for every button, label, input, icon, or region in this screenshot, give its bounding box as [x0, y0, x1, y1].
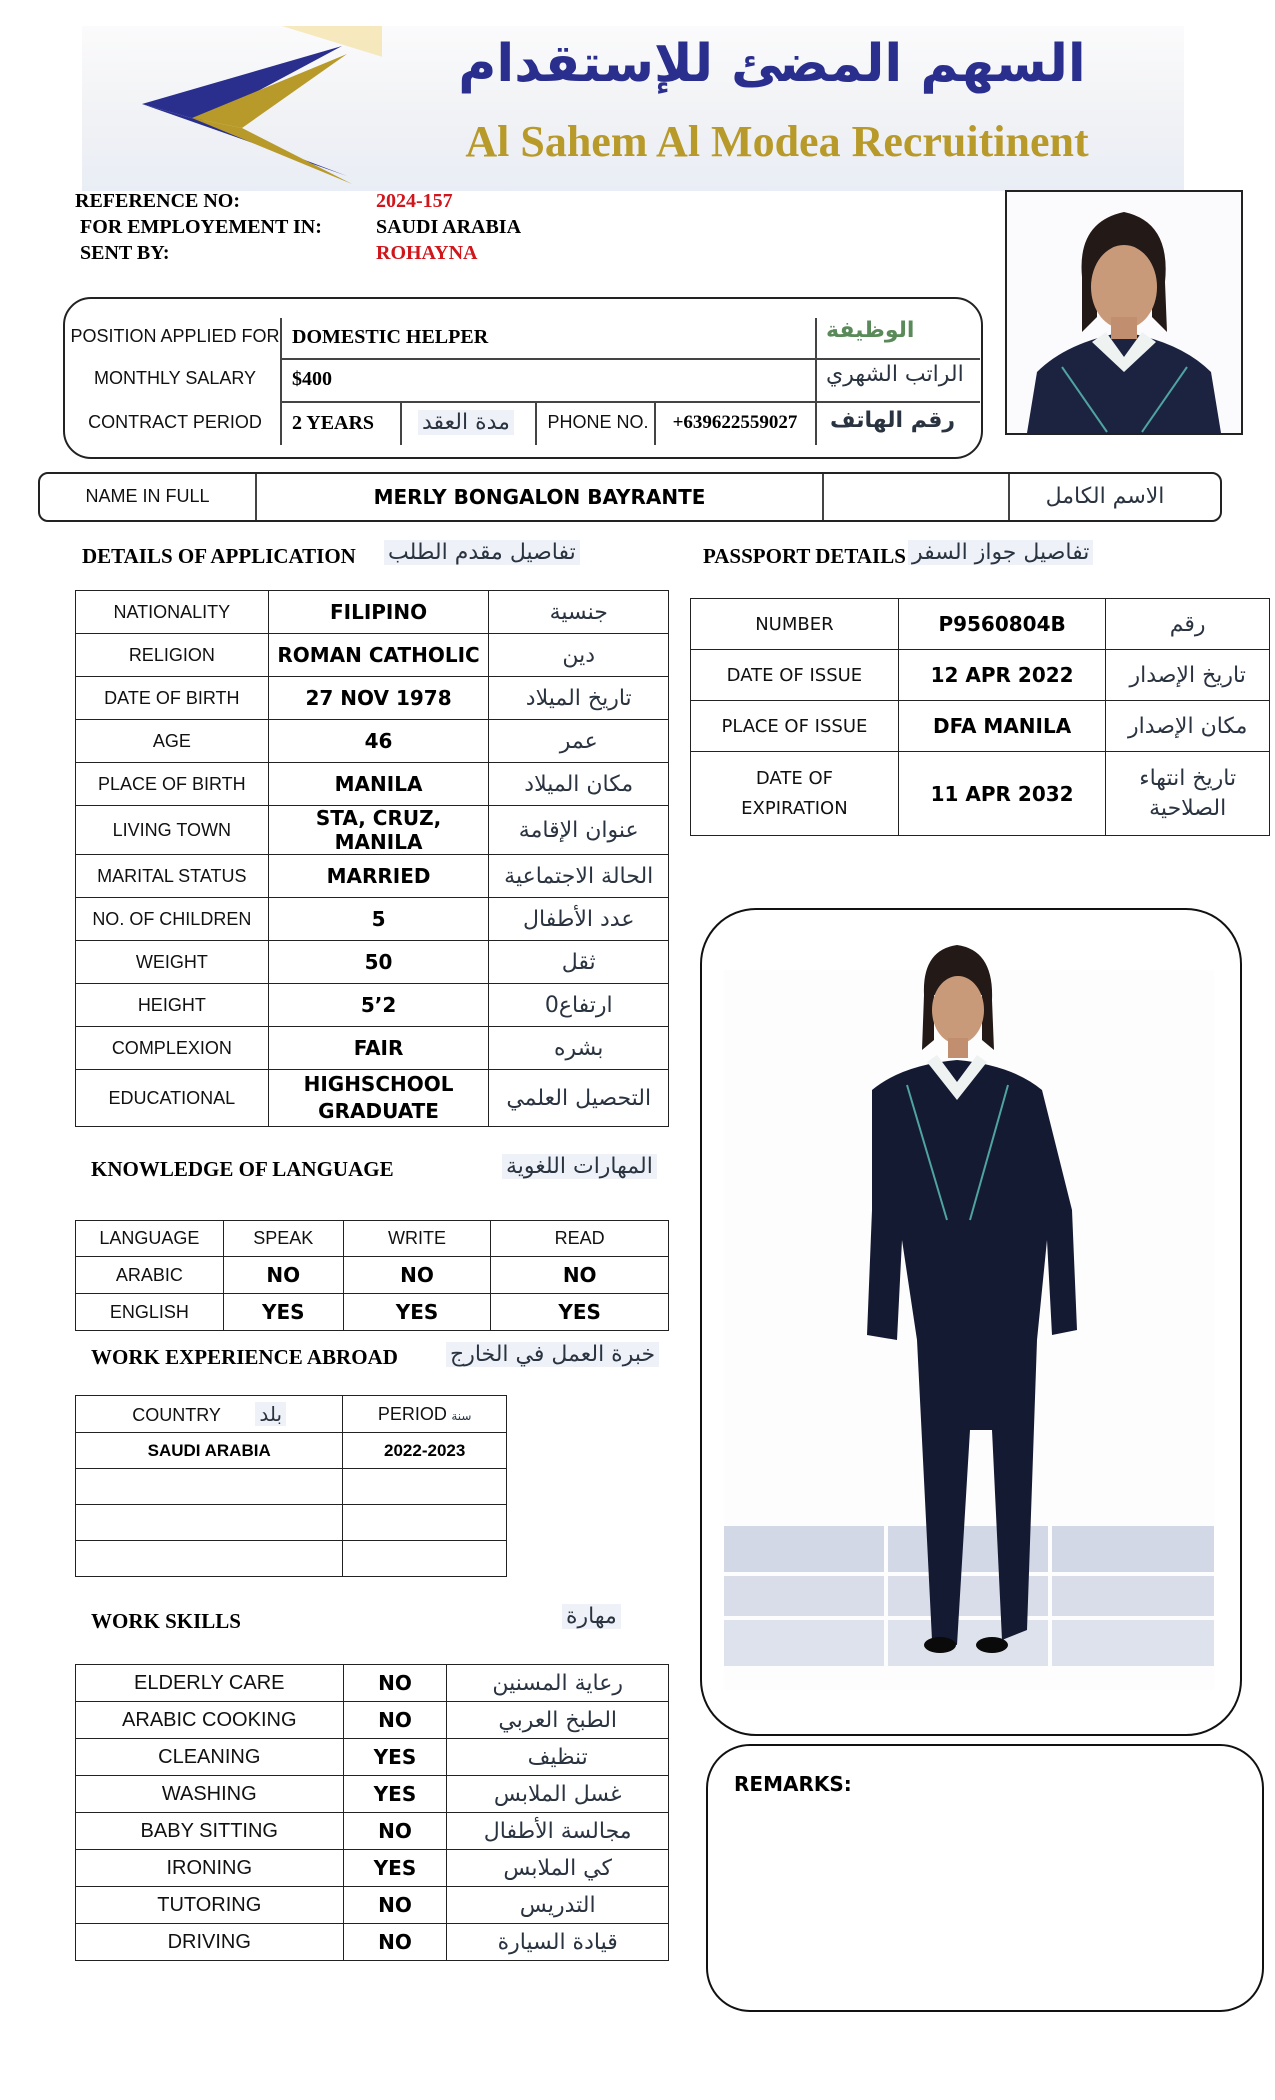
table-row: [76, 1850, 669, 1887]
table-row: [76, 1469, 507, 1505]
row-value: FAIR: [268, 1027, 489, 1070]
row-label: AGE: [76, 720, 269, 763]
table-row: [76, 634, 669, 677]
country-label: COUNTRY: [132, 1405, 221, 1425]
row-arabic: رقم: [1106, 599, 1270, 650]
logo-arabic-text: السهم المضئ للإستقدام: [458, 34, 1086, 94]
row-value: HIGHSCHOOL GRADUATE: [268, 1070, 489, 1127]
salary-arabic: الراتب الشهري: [826, 362, 964, 387]
row-value: MARRIED: [268, 855, 489, 898]
table-row: [76, 1924, 669, 1961]
row-value: 46: [268, 720, 489, 763]
row-label: HEIGHT: [76, 984, 269, 1027]
passport-table: [690, 598, 1270, 836]
table-cell: [76, 1469, 343, 1505]
skill-arabic: مجالسة الأطفال: [447, 1813, 669, 1850]
row-value: P9560804B: [898, 599, 1105, 650]
row-arabic: مكان الإصدار: [1106, 701, 1270, 752]
full-name-value: MERLY BONGALON BAYRANTE: [373, 485, 706, 509]
contract-arabic: مدة العقد: [418, 410, 514, 435]
skill-value: NO: [343, 1702, 447, 1739]
table-cell: YES: [343, 1294, 491, 1331]
skills-table: [75, 1664, 669, 1961]
skill-arabic: تنظيف: [447, 1739, 669, 1776]
table-row: [76, 1396, 507, 1433]
sent-by-value: ROHAYNA: [376, 242, 478, 264]
table-cell: NO: [491, 1257, 669, 1294]
reference-value: 2024-157: [376, 190, 453, 212]
period-label: PERIOD: [377, 1403, 447, 1424]
skill-label: DRIVING: [76, 1924, 344, 1961]
contract-value: 2 YEARS: [292, 412, 375, 434]
column-header: WRITE: [343, 1221, 491, 1257]
table-row: [691, 650, 1270, 701]
skills-section-title: WORK SKILLS: [91, 1609, 241, 1633]
row-arabic: ارتفاع0: [489, 984, 669, 1027]
table-row: [76, 1887, 669, 1924]
row-value: DFA MANILA: [898, 701, 1105, 752]
application-section-title: DETAILS OF APPLICATION: [82, 544, 356, 568]
table-row: [76, 1665, 669, 1702]
name-arabic: الاسم الكامل: [1045, 484, 1165, 509]
skill-arabic: رعاية المسنين: [447, 1665, 669, 1702]
skill-arabic: غسل الملابس: [447, 1776, 669, 1813]
table-row: [76, 984, 669, 1027]
sent-by-label: SENT BY:: [80, 242, 170, 264]
table-cell: [343, 1469, 507, 1505]
row-label: NUMBER: [691, 599, 899, 650]
row-label: MARITAL STATUS: [76, 855, 269, 898]
table-cell: SAUDI ARABIA: [76, 1433, 343, 1469]
application-table: [75, 590, 669, 1127]
column-header: SPEAK: [223, 1221, 343, 1257]
employment-label: FOR EMPLOYEMENT IN:: [80, 216, 322, 238]
country-header: [76, 1396, 343, 1433]
row-arabic: جنسية: [489, 591, 669, 634]
table-row: [76, 1541, 507, 1577]
row-label: EDUCATIONAL: [76, 1070, 269, 1127]
table-cell: [76, 1505, 343, 1541]
row-label: DATE OF BIRTH: [76, 677, 269, 720]
employment-value: SAUDI ARABIA: [376, 216, 522, 238]
table-row: [76, 1702, 669, 1739]
row-label: PLACE OF ISSUE: [691, 701, 899, 752]
row-label: RELIGION: [76, 634, 269, 677]
table-row: [76, 1433, 507, 1469]
row-label: PLACE OF BIRTH: [76, 763, 269, 806]
header-logo: [82, 26, 1184, 191]
row-arabic: عنوان الإقامة: [489, 806, 669, 855]
period-arabic: سنة: [451, 1408, 472, 1423]
name-label: NAME IN FULL: [85, 486, 210, 506]
row-value: 12 APR 2022: [898, 650, 1105, 701]
applicant-headshot-photo: [1005, 190, 1243, 435]
table-row: [76, 1813, 669, 1850]
skill-label: BABY SITTING: [76, 1813, 344, 1850]
table-cell: NO: [223, 1257, 343, 1294]
row-arabic: الحالة الاجتماعية: [489, 855, 669, 898]
table-row: [691, 752, 1270, 836]
row-value: 50: [268, 941, 489, 984]
contract-label: CONTRACT PERIOD: [88, 412, 262, 432]
row-value: 5: [268, 898, 489, 941]
skill-label: TUTORING: [76, 1887, 344, 1924]
language-section-title: KNOWLEDGE OF LANGUAGE: [91, 1157, 394, 1181]
row-arabic: تاريخ انتهاء الصلاحية: [1106, 752, 1270, 836]
skill-label: CLEANING: [76, 1739, 344, 1776]
table-cell: NO: [343, 1257, 491, 1294]
table-row: [76, 720, 669, 763]
skill-arabic: الطبخ العربي: [447, 1702, 669, 1739]
row-arabic: التحصيل العلمي: [489, 1070, 669, 1127]
table-row: [76, 1070, 669, 1127]
skill-value: YES: [343, 1739, 447, 1776]
phone-label: PHONE NO.: [547, 412, 649, 432]
table-row: [691, 599, 1270, 650]
reference-label: REFERENCE NO:: [75, 190, 241, 212]
skill-arabic: قيادة السيارة: [447, 1924, 669, 1961]
application-section-title-arabic: تفاصيل مقدم الطلب: [384, 540, 580, 565]
remarks-label: REMARKS:: [734, 1772, 852, 1796]
skill-value: NO: [343, 1813, 447, 1850]
column-header: READ: [491, 1221, 669, 1257]
table-row: [76, 1739, 669, 1776]
logo-english-text: Al Sahem Al Modea Recruitinent: [465, 117, 1089, 166]
table-cell: [76, 1541, 343, 1577]
table-row: [691, 701, 1270, 752]
row-value: 5’2: [268, 984, 489, 1027]
table-cell: YES: [223, 1294, 343, 1331]
table-row: [76, 806, 669, 855]
skill-value: YES: [343, 1776, 447, 1813]
table-cell: [343, 1541, 507, 1577]
row-value: STA, CRUZ, MANILA: [268, 806, 489, 855]
passport-section-title: PASSPORT DETAILS: [703, 544, 906, 568]
period-header: [343, 1396, 507, 1433]
skill-arabic: كي الملابس: [447, 1850, 669, 1887]
table-row: [76, 677, 669, 720]
row-label: DATE OF EXPIRATION: [691, 752, 899, 836]
row-arabic: عمر: [489, 720, 669, 763]
row-value: FILIPINO: [268, 591, 489, 634]
table-row: [76, 763, 669, 806]
skill-value: NO: [343, 1665, 447, 1702]
table-row: [76, 1027, 669, 1070]
row-arabic: عدد الأطفال: [489, 898, 669, 941]
skill-label: WASHING: [76, 1776, 344, 1813]
table-row: [76, 591, 669, 634]
row-arabic: مكان الميلاد: [489, 763, 669, 806]
position-label: POSITION APPLIED FOR: [70, 326, 280, 346]
row-label: NATIONALITY: [76, 591, 269, 634]
row-value: ROMAN CATHOLIC: [268, 634, 489, 677]
position-arabic: الوظيفة: [826, 318, 915, 343]
salary-label: MONTHLY SALARY: [93, 368, 257, 388]
skill-label: IRONING: [76, 1850, 344, 1887]
row-arabic: ثقل: [489, 941, 669, 984]
experience-section-title-arabic: خبرة العمل في الخارج: [446, 1342, 659, 1367]
table-cell: 2022-2023: [343, 1433, 507, 1469]
row-label: WEIGHT: [76, 941, 269, 984]
experience-table: [75, 1395, 507, 1577]
applicant-full-body-photo: [700, 908, 1242, 1736]
row-arabic: بشره: [489, 1027, 669, 1070]
table-cell: [343, 1505, 507, 1541]
skill-arabic: التدريس: [447, 1887, 669, 1924]
table-row: [76, 1294, 669, 1331]
table-row: [76, 1505, 507, 1541]
skill-value: NO: [343, 1924, 447, 1961]
arrow-logo-icon: [82, 26, 382, 191]
salary-value: $400: [292, 368, 332, 390]
skill-value: NO: [343, 1887, 447, 1924]
table-row: [76, 1221, 669, 1257]
phone-arabic: رقم الهاتف: [830, 408, 956, 433]
skill-value: YES: [343, 1850, 447, 1887]
row-label: COMPLEXION: [76, 1027, 269, 1070]
row-label: LIVING TOWN: [76, 806, 269, 855]
language-table: [75, 1220, 669, 1331]
row-value: 27 NOV 1978: [268, 677, 489, 720]
table-row: [76, 1257, 669, 1294]
language-section-title-arabic: المهارات اللغوية: [502, 1154, 657, 1179]
country-arabic: بلد: [255, 1402, 286, 1426]
column-header: LANGUAGE: [76, 1221, 224, 1257]
language-name: ARABIC: [76, 1257, 224, 1294]
row-arabic: تاريخ الإصدار: [1106, 650, 1270, 701]
experience-section-title: WORK EXPERIENCE ABROAD: [91, 1345, 398, 1369]
table-row: [76, 855, 669, 898]
language-name: ENGLISH: [76, 1294, 224, 1331]
table-row: [76, 898, 669, 941]
row-value: MANILA: [268, 763, 489, 806]
table-row: [76, 941, 669, 984]
row-label: DATE OF ISSUE: [691, 650, 899, 701]
remarks-box: [706, 1744, 1264, 2012]
position-value: DOMESTIC HELPER: [292, 326, 489, 348]
row-label: NO. OF CHILDREN: [76, 898, 269, 941]
skill-label: ELDERLY CARE: [76, 1665, 344, 1702]
skills-section-title-arabic: مهارة: [562, 1604, 621, 1629]
skill-label: ARABIC COOKING: [76, 1702, 344, 1739]
row-arabic: دين: [489, 634, 669, 677]
passport-section-title-arabic: تفاصيل جواز السفر: [908, 540, 1093, 565]
phone-value: +639622559027: [672, 412, 798, 433]
table-row: [76, 1776, 669, 1813]
table-cell: YES: [491, 1294, 669, 1331]
row-arabic: تاريخ الميلاد: [489, 677, 669, 720]
row-value: 11 APR 2032: [898, 752, 1105, 836]
